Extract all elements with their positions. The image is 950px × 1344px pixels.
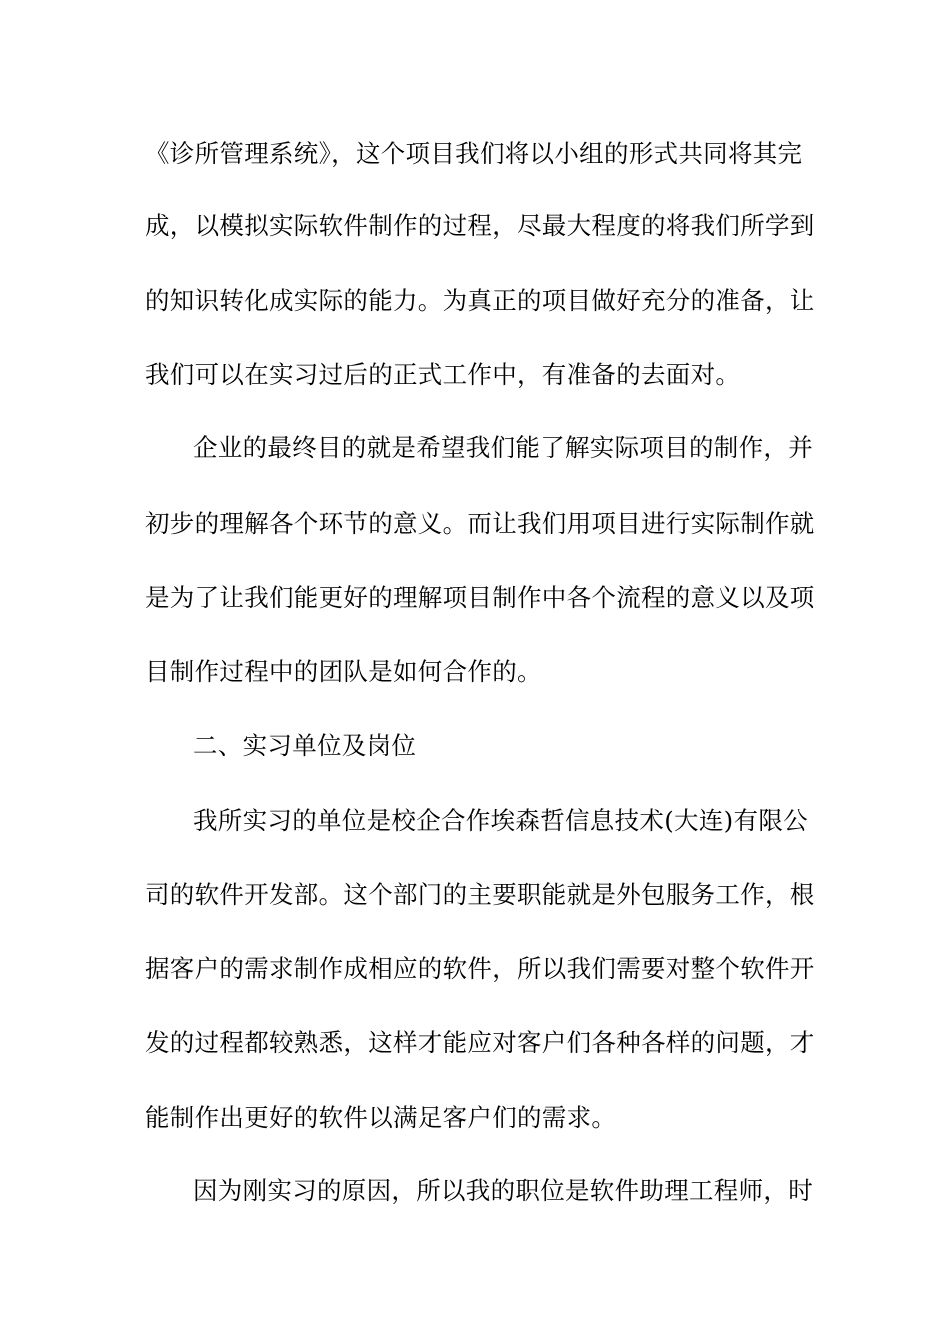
text-line: 成，以模拟实际软件制作的过程，尽最大程度的将我们所学到 xyxy=(145,211,815,240)
text-line: 的知识转化成实际的能力。为真正的项目做好充分的准备，让 xyxy=(145,286,815,315)
text-line: 是为了让我们能更好的理解项目制作中各个流程的意义以及项 xyxy=(145,583,815,612)
text-line: 《诊所管理系统》，这个项目我们将以小组的形式共同将其完 xyxy=(145,139,803,168)
text-line: 我们可以在实习过后的正式工作中，有准备的去面对。 xyxy=(145,360,741,389)
text-line: 目制作过程中的团队是如何合作的。 xyxy=(145,657,542,686)
text-line: 能制作出更好的软件以满足客户们的需求。 xyxy=(145,1103,617,1132)
text-line: 据客户的需求制作成相应的软件，所以我们需要对整个软件开 xyxy=(145,954,815,983)
paragraph-first-line: 企业的最终目的就是希望我们能了解实际项目的制作，并 xyxy=(193,433,813,462)
section-heading: 二、实习单位及岗位 xyxy=(193,731,417,760)
paragraph-first-line: 因为刚实习的原因，所以我的职位是软件助理工程师，时 xyxy=(193,1176,813,1205)
text-line: 发的过程都较熟悉，这样才能应对客户们各种各样的问题，才 xyxy=(145,1028,815,1057)
text-line: 初步的理解各个环节的意义。而让我们用项目进行实际制作就 xyxy=(145,509,815,538)
paragraph-first-line: 我所实习的单位是校企合作埃森哲信息技术(大连)有限公 xyxy=(193,806,808,835)
text-line: 司的软件开发部。这个部门的主要职能就是外包服务工作，根 xyxy=(145,880,815,909)
